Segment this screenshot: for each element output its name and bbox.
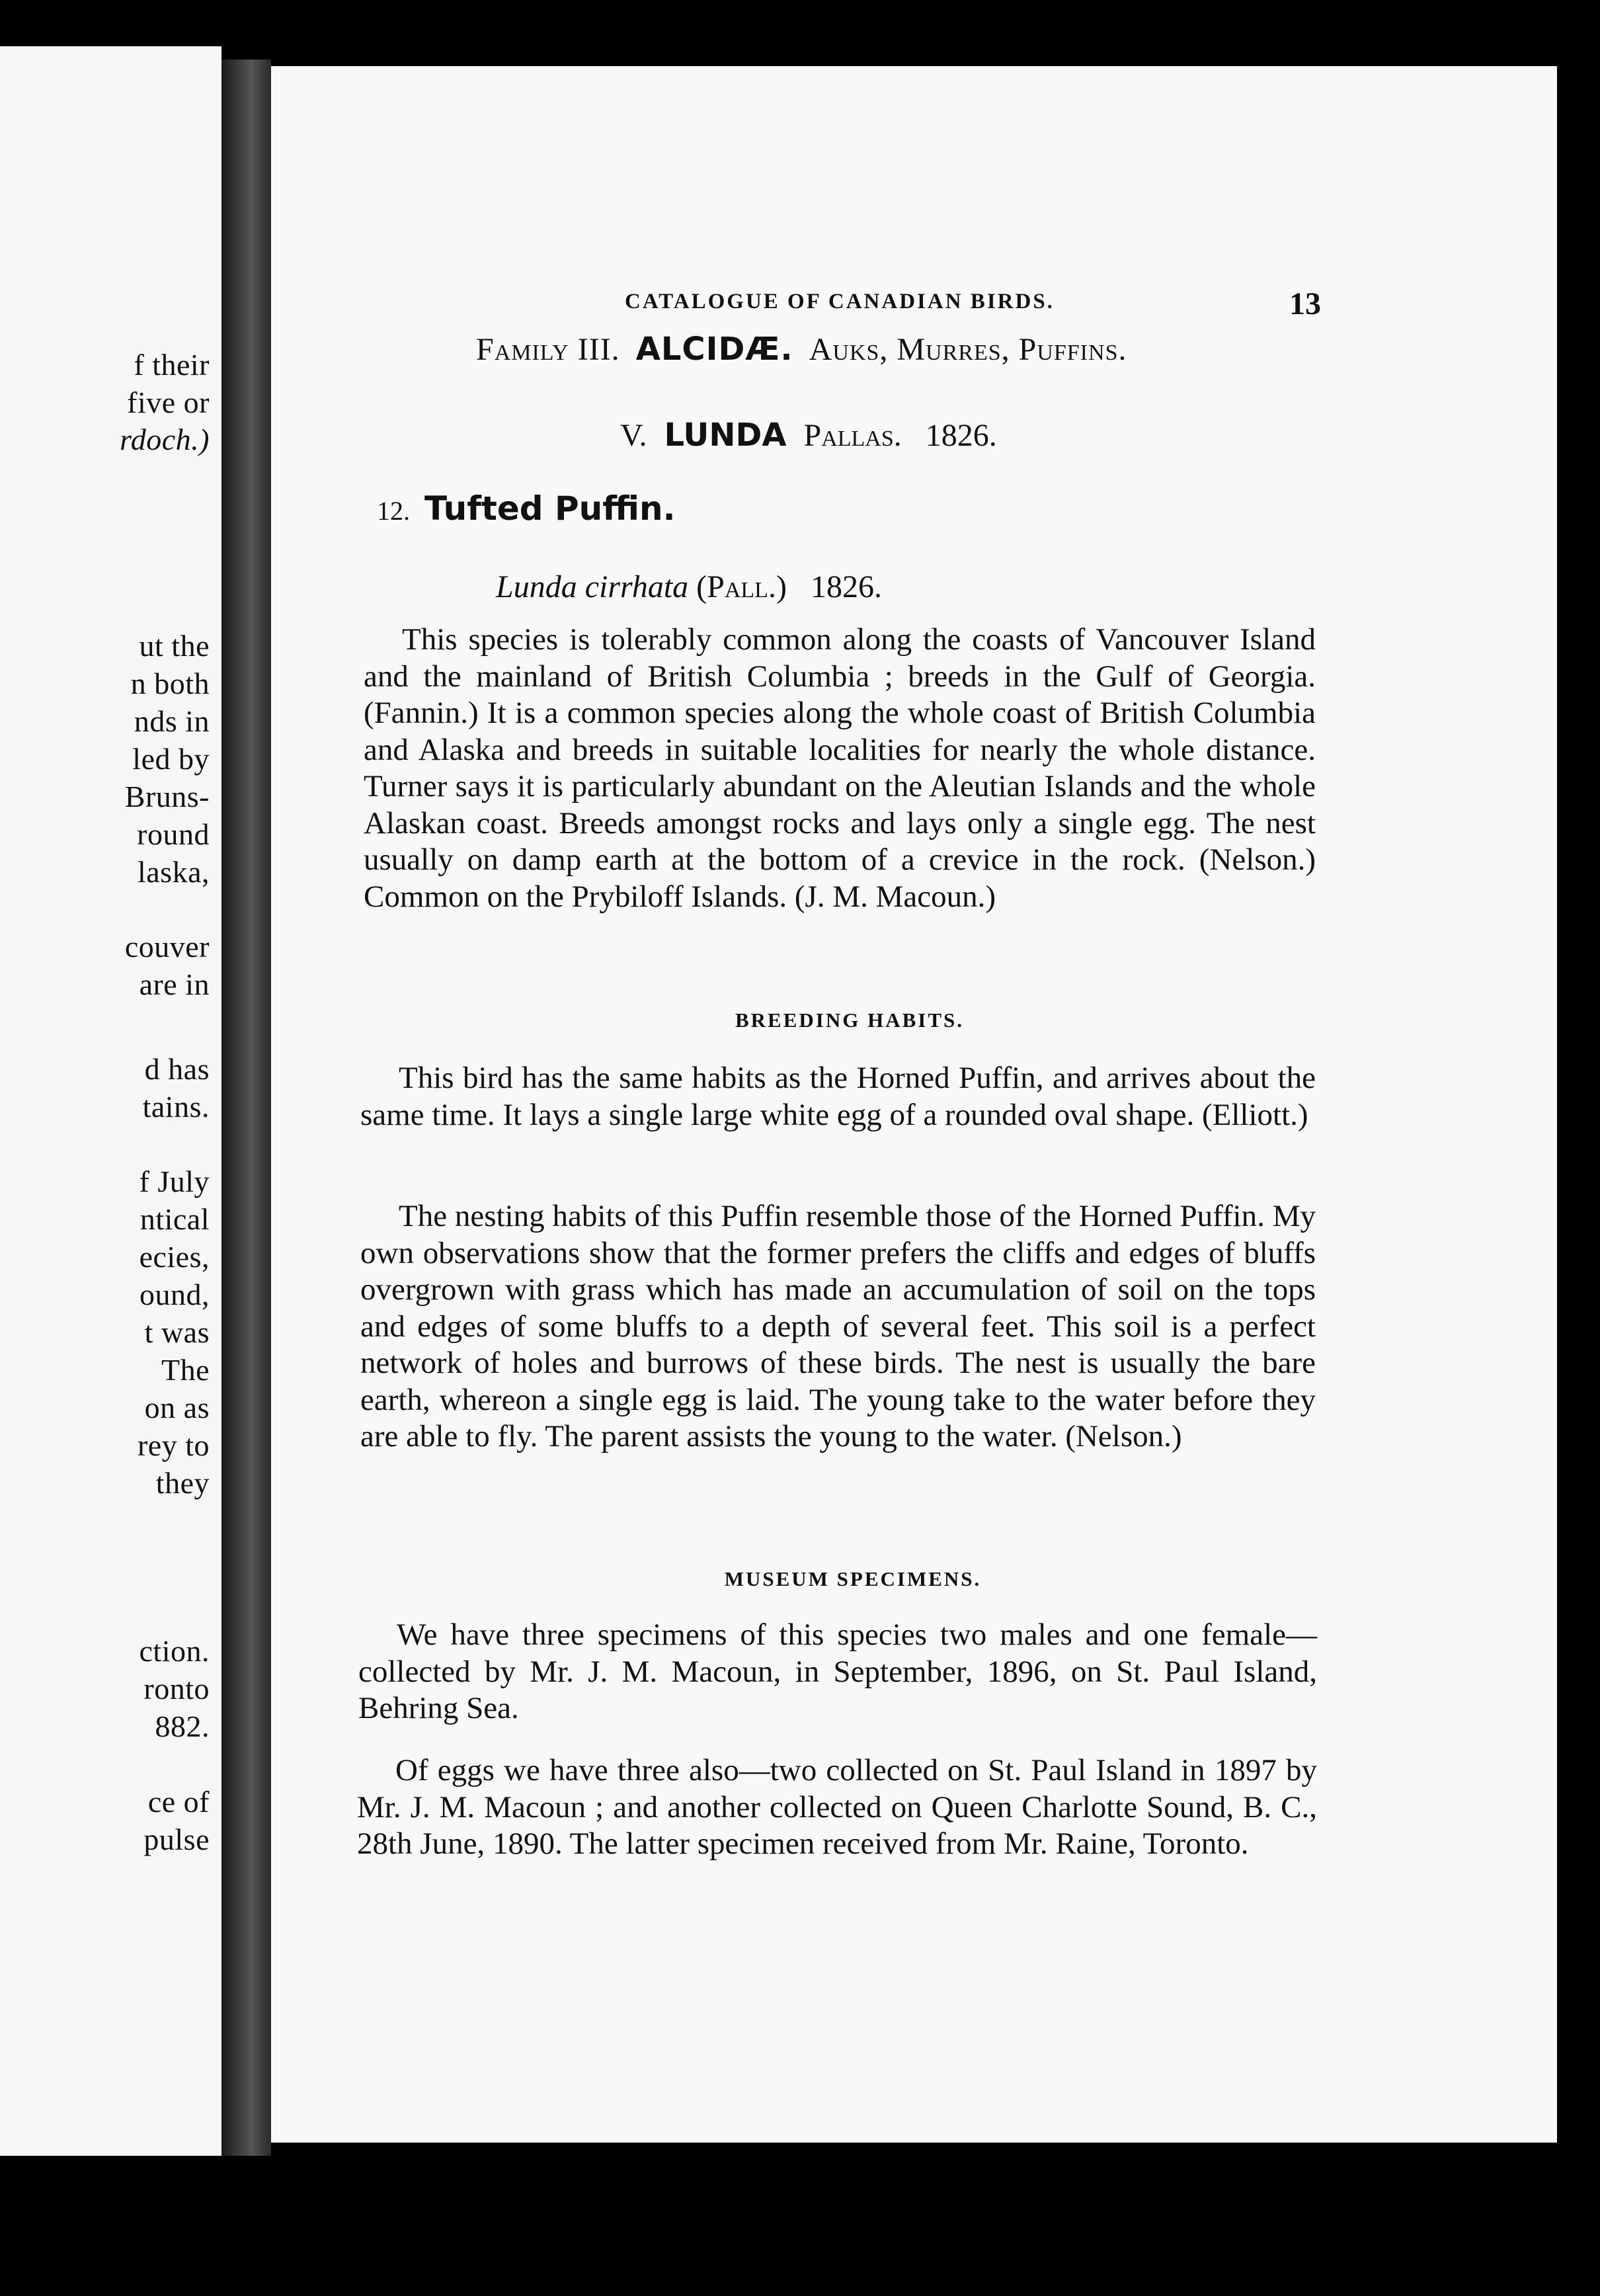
left-page-line: are in — [139, 967, 210, 1001]
left-page-line: ound, — [140, 1278, 210, 1311]
museum-paragraph-2 — [357, 1752, 1317, 1863]
left-page-line: d has — [144, 1052, 210, 1086]
binomial-name: Lunda cirrhata — [496, 569, 689, 604]
binomial-year: 1826. — [810, 569, 882, 604]
binomial-authority: (Pall.) — [696, 569, 787, 604]
family-common-names: Auks, Murres, Puffins. — [809, 332, 1127, 367]
left-page-line: ce of — [147, 1785, 210, 1819]
left-page-line: ut the — [139, 629, 210, 663]
book-gutter — [221, 60, 271, 2156]
breeding-text-1: This bird has the same habits as the Horned Puffin, and arrives about the same time. It lays a single large white egg of a rounded oval shape. (Elliott.) — [360, 1061, 1316, 1132]
left-page-line: they — [155, 1466, 210, 1500]
intro-text: This species is tolerably common along the coasts of Vancouver Island and the mainland of British Columbia ; breeds in the Gulf of Georgia. (Fannin.) It is a common species along the whole coast of British Columbia and Alaska and breeds in suitable localities for nearly the whole distance. Turner says it is particularly abundant on the Aleutian Islands and the whole Alaskan coast. Breeds amongst rocks and lays only a single egg. The nest usually on damp earth at the bottom of a crevice in the rock. (Nelson.) Common on the Prybiloff Islands. (J. M. Macoun.) — [364, 622, 1316, 914]
book-page — [271, 66, 1557, 2143]
left-page-line: Bruns- — [124, 780, 210, 813]
genus-authority: Pallas. — [803, 418, 902, 453]
left-page-line: ction. — [139, 1634, 210, 1668]
running-head: CATALOGUE OF CANADIAN BIRDS. — [625, 290, 1055, 313]
page-number: 13 — [1289, 286, 1321, 321]
left-page-line: laska, — [137, 855, 210, 889]
left-page-line: couver — [124, 930, 210, 964]
family-heading — [476, 331, 1127, 368]
left-page-line: five or — [127, 386, 210, 419]
left-page-line: f their — [134, 348, 210, 382]
museum-specimens-heading: MUSEUM SPECIMENS. — [724, 1567, 982, 1590]
breeding-paragraph-1 — [360, 1060, 1316, 1133]
species-number: 12. — [377, 496, 410, 526]
left-page-line: The — [161, 1353, 210, 1387]
breeding-paragraph-2 — [360, 1198, 1316, 1456]
left-page-line: t was — [144, 1315, 210, 1349]
breeding-habits-heading: BREEDING HABITS. — [735, 1008, 965, 1032]
intro-paragraph — [364, 622, 1316, 915]
left-page-line: pulse — [143, 1823, 210, 1856]
left-page-line: n both — [130, 667, 210, 700]
previous-page-fragment — [0, 46, 221, 2156]
genus-numeral: V. — [620, 418, 647, 453]
left-page-line: ronto — [143, 1672, 210, 1705]
left-page-line: ntical — [140, 1202, 210, 1236]
left-page-line: rdoch.) — [120, 423, 210, 456]
left-page-line: 882. — [155, 1709, 210, 1743]
species-binomial — [496, 569, 882, 605]
museum-text-2: Of eggs we have three also—two collected on St. Paul Island in 1897 by Mr. J. M. Macoun ; and another collected on Queen Charlotte Sound, B. C., 28th June, 1890. The latter specimen received from Mr. Raine, Toronto. — [357, 1753, 1317, 1861]
left-page-line: led by — [132, 742, 210, 776]
family-prefix: Family III. — [476, 332, 620, 367]
museum-paragraph-1 — [358, 1617, 1317, 1727]
family-name: ALCIDÆ. — [635, 331, 793, 368]
breeding-text-2: The nesting habits of this Puffin resemble those of the Horned Puffin. My own observations show that the former prefers the cliffs and edges of bluffs overgrown with grass which has made an accumulation of soil on the tops and edges of some bluffs to a depth of several feet. This soil is a perfect network of holes and burrows of these birds. The nest is usually the bare earth, whereon a single egg is laid. The young take to the water before they are able to fly. The parent assists the young to the water. (Nelson.) — [360, 1199, 1316, 1454]
left-page-line: round — [137, 817, 210, 851]
genus-year: 1826. — [925, 418, 997, 453]
left-page-line: on as — [144, 1391, 210, 1424]
species-heading — [377, 489, 676, 528]
species-name: Tufted Puffin. — [424, 489, 676, 528]
left-page-line: rey to — [137, 1428, 210, 1462]
left-page-line: tains. — [142, 1090, 210, 1124]
genus-name: LUNDA — [664, 417, 787, 454]
left-page-line: ecies, — [139, 1240, 210, 1274]
left-page-line: nds in — [134, 704, 210, 738]
museum-text-1: We have three specimens of this species two males and one female—collected by Mr. J. M. Macoun, in September, 1896, on St. Paul Island, Behring Sea. — [358, 1618, 1317, 1725]
genus-heading — [620, 417, 997, 454]
left-page-line: f July — [139, 1165, 210, 1198]
